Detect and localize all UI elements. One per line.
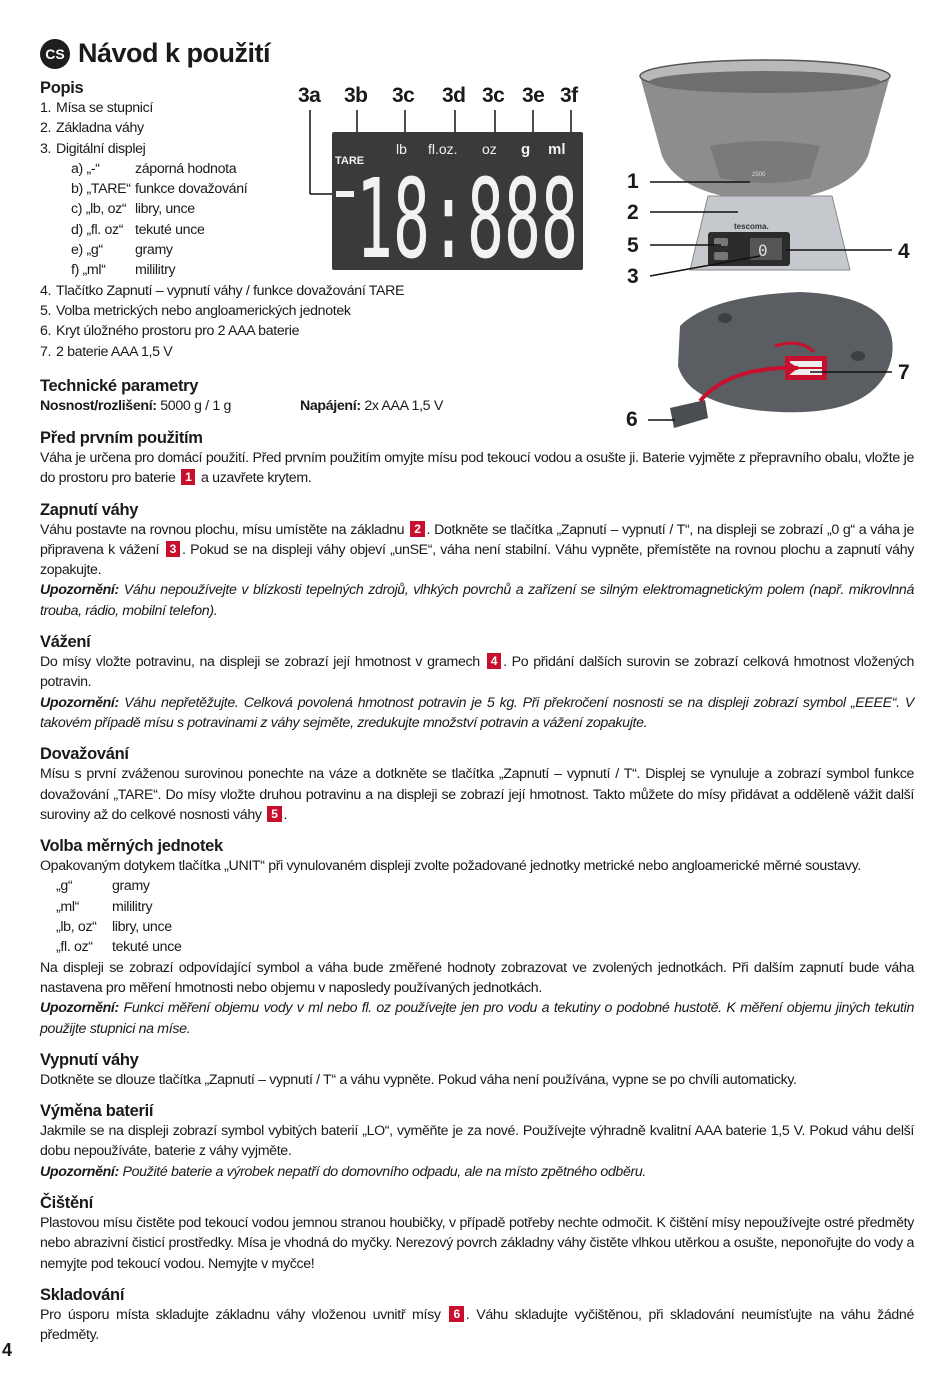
capacity-value: 5000 g / 1 g (160, 398, 232, 414)
section-heading: Skladování (40, 1285, 125, 1304)
label-3a: 3a (298, 84, 321, 107)
list-item: „lb, oz“ libry, unce (56, 919, 172, 936)
label-3d: 3d (442, 84, 466, 107)
section-text: Opakovaným dotykem tlačítka „UNIT“ při vynulovaném displeji zvolte požadované jednotky metrické nebo angloamerické měrné soustavy. (40, 858, 861, 875)
label-3b: 3b (344, 84, 368, 107)
label-3e: 3e (522, 84, 545, 107)
figure-ref-badge: 5 (267, 806, 281, 822)
section-text: Do mísy vložte potravinu, na displeji se zobrazí její hmotnost v gramech 4 . Po přidání dalších surovin se zobrazí celková hmotnost vložených potravin. (40, 654, 914, 691)
callout-2: 2 (627, 201, 639, 224)
page-title: Návod k použití (78, 38, 271, 68)
section-first-use (40, 428, 914, 489)
list-item: 1. Mísa se stupnicí (40, 100, 153, 116)
section-heading: Vážení (40, 633, 91, 652)
list-item: „ml“ mililitry (56, 898, 153, 915)
figure-ref-badge: 3 (166, 541, 180, 557)
section-text: Na displeji se zobrazí odpovídající symbol a váha bude změřené hodnoty zobrazovat ve zvolených jednotkách. Při dalším zapnutí bude váha nastavena pro měření hmotnosti nebo objemu v naposledy používaných jednotkách. (40, 959, 914, 996)
warning-text: Upozornění: Váhu nepoužívejte v blízkosti tepelných zdrojů, vlhkých povrchů a zařízení se silným elektromagnetickým polem (např. mikrovlnná trouba, rádio, mobilní telefon). (40, 582, 914, 619)
section-text: Váha je určena pro domácí použití. Před prvním použitím omyjte mísu pod tekoucí vodou a osušte ji. Baterie vyjměte z přepravního obalu, vložte je do prostoru pro baterie 1 a uzavřete krytem. (40, 450, 914, 487)
section-text: Mísu s první zváženou surovinou ponechte na váze a dotkněte se tlačítka „Zapnutí – vypnutí / T“. Displej se vynuluje a zobrazí symbol funkce dovažování „TARE“. Do mísy vložte druhou potravinu a na displeji se zobrazí její hmotnost. Takto můžete do mísy přidávat a odděleně vážit další suroviny až do celkové nosnosti váhy 5 . (40, 766, 914, 823)
section-battery (40, 1101, 914, 1182)
callout-1: 1 (627, 170, 639, 193)
instruction-sections (40, 428, 914, 1357)
tech-row (40, 396, 560, 416)
power-value: 2x AAA 1,5 V (364, 398, 443, 414)
list-item: 3. Digitální displej (40, 140, 146, 157)
sub-list-item: e) „g“ gramy (71, 242, 173, 259)
minus-segment (336, 191, 354, 197)
section-heading: Volba měrných jednotek (40, 837, 223, 856)
label-3c-2: 3c (482, 84, 505, 107)
section-text: Dotkněte se dlouze tlačítka „Zapnutí – vypnutí / T“ a váhu vypněte. Pokud váha není používána, vypne se po chvíli automaticky. (40, 1071, 797, 1088)
display-diagram (296, 84, 596, 274)
tech-section (40, 376, 560, 416)
section-heading: Výměna baterií (40, 1102, 154, 1121)
description-heading: Popis (40, 79, 84, 97)
callout-7: 7 (898, 361, 910, 384)
svg-text:0: 0 (758, 241, 768, 260)
section-text: Jakmile se na displeji zobrazí symbol vybitých baterií „LO“, vyměňte je za nové. Používejte výhradně kvalitní AAA baterie 1,5 V. Pokud váhu delší dobu nepoužíváte, baterie z váhy vyjměte. (40, 1123, 914, 1160)
bowl-inner (649, 71, 881, 93)
list-item: „g“ gramy (56, 878, 150, 895)
unit-g: g (521, 141, 531, 158)
page-number: 4 (2, 1340, 13, 1360)
scale-illustration (600, 56, 930, 436)
sub-list-item: f) „ml“ mililitry (71, 262, 176, 279)
label-3c: 3c (392, 84, 415, 107)
battery-cover (670, 400, 708, 428)
section-turn-off (40, 1050, 914, 1090)
lcd-digits: 18:888 (356, 155, 578, 270)
list-item: 5. Volba metrických nebo angloamerických jednotek (40, 302, 351, 319)
section-weighing (40, 632, 914, 733)
unit-lb: lb (396, 141, 407, 157)
warning-text: Upozornění: Funkci měření objemu vody v ml nebo fl. oz používejte jen pro vodu a tekutiny o podobné hustotě. K měření objemu jiných tekutin použijte stupnici na míse. (40, 1000, 914, 1037)
figure-ref-badge: 4 (487, 653, 501, 669)
section-heading: Dovažování (40, 745, 129, 764)
lcd-content (332, 132, 583, 270)
unit-button (714, 252, 728, 260)
section-heading: Čištění (40, 1194, 93, 1213)
tare-indicator: TARE (335, 155, 365, 167)
section-units (40, 836, 914, 1039)
capacity-label: Nosnost/rozlišení: (40, 398, 157, 414)
callout-5: 5 (627, 234, 639, 257)
callout-6: 6 (626, 408, 638, 431)
list-item: „fl. oz“ tekuté unce (56, 939, 182, 956)
tech-heading: Technické parametry (40, 377, 199, 395)
language-badge: CS (40, 39, 70, 69)
sub-list-item: c) „lb, oz“ libry, unce (71, 201, 195, 218)
section-storage (40, 1285, 914, 1346)
section-text: Váhu postavte na rovnou plochu, mísu umístěte na základnu 2 . Dotkněte se tlačítka „Zapnutí – vypnutí / T“, na displeji se zobrazí „0 g“ a váha je připravena k vážení 3 . Pokud se na displeji váhy objeví „unSE“, váha není stabilní. Váhu vypněte, přemístěte na rovnou plochu a zapnutí váhy zopakujte. (40, 521, 914, 579)
sub-list-item: d) „fl. oz“ tekuté unce (71, 221, 205, 238)
section-heading: Před prvním použitím (40, 429, 203, 447)
figure-ref-badge: 6 (449, 1306, 463, 1322)
brand-logo: tescoma. (734, 222, 769, 231)
list-item: 4. Tlačítko Zapnutí – vypnutí váhy / funkce dovažování TARE (40, 282, 405, 299)
section-cleaning (40, 1193, 914, 1274)
list-item: 7. 2 baterie AAA 1,5 V (40, 343, 173, 360)
figure-ref-badge: 1 (181, 469, 195, 485)
label-3f: 3f (560, 84, 578, 107)
unit-floz: fl.oz. (428, 141, 458, 157)
warning-text: Upozornění: Použité baterie a výrobek nepatří do domovního odpadu, ale na místo zpětného odběru. (40, 1163, 646, 1180)
sub-list-item: a) „-“ záporná hodnota (71, 160, 237, 177)
unit-oz: oz (482, 141, 497, 157)
callout-3: 3 (627, 265, 639, 288)
list-item: 6. Kryt úložného prostoru pro 2 AAA baterie (40, 323, 300, 340)
section-heading: Zapnutí váhy (40, 500, 139, 519)
svg-text:2500: 2500 (752, 172, 766, 178)
figure-ref-badge: 2 (410, 521, 424, 537)
unit-ml: ml (548, 141, 566, 158)
sub-list-item: b) „TARE“ funkce dovažování (71, 181, 248, 198)
section-tare (40, 744, 914, 825)
callout-4: 4 (898, 240, 910, 263)
warning-text: Upozornění: Váhu nepřetěžujte. Celková povolená hmotnost potravin je 5 kg. Při překročení nosnosti se na displeji zobrazí symbol „EEEE“. V takovém případě mísu s potravinami z váhy sejměte, zredukujte množství potravin a vážení zopakujte. (40, 694, 914, 731)
section-text: Plastovou mísu čistěte pod tekoucí vodou jemnou stranou houbičky, v případě potřeby nechte odmočit. K čištění mísy nepoužívejte ostré předměty nebo abrazivní čisticí prostředky. Mísa je vhodná do myčky. Nerezový povrch základny váhy čistěte vlhkou utěrkou a osušte, neponořujte do vody a nemyjte pod tekoucí vodou. Nemyjte v myčce! (40, 1215, 914, 1272)
section-heading: Vypnutí váhy (40, 1050, 139, 1069)
section-text: Pro úsporu místa skladujte základnu váhy vloženou uvnitř mísy 6 . Váhu skladujte vyčištěnou, při skladování neumísťujte na váhu žádné předměty. (40, 1306, 915, 1344)
title-row (40, 38, 270, 69)
list-item: 2. Základna váhy (40, 120, 144, 137)
section-turn-on (40, 500, 914, 621)
lcd-display (332, 132, 583, 270)
power-label: Napájení: (300, 398, 361, 414)
